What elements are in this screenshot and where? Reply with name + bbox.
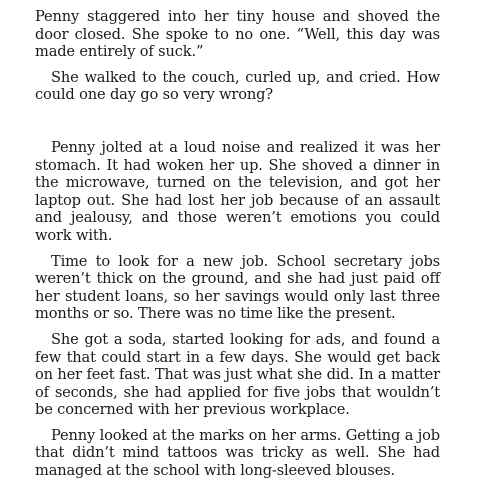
paragraph: Penny jolted at a loud noise and realized it was her stomach. It had woken her up. She shoved a dinner in the microwave, turned on the television, and got her laptop out. She had lost her job because of an assault and jealousy, and those weren’t emotions you could work with.: [35, 138, 440, 244]
paragraph: Penny staggered into her tiny house and shoved the door closed. She spoke to no one. “Well, this day was made entirely of suck.”: [35, 8, 440, 61]
paragraph: Penny looked at the marks on her arms. Getting a job that didn’t mind tattoos was tricky as well. She had managed at the school with long-sleeved blouses.: [35, 426, 440, 480]
document-page: [35, 8, 440, 488]
paragraph: She walked to the couch, curled up, and cried. How could one day go so very wrong?: [35, 68, 440, 104]
paragraph: She got a soda, started looking for ads, and found a few that could start in a few days. She would get back on her feet fast. That was just what she did. In a matter of seconds, she had applied for five jobs that wouldn’t be concerned with her previous workplace.: [35, 330, 440, 419]
scene-break: [35, 112, 440, 139]
paragraph: Time to look for a new job. School secretary jobs weren’t thick on the ground, and she had just paid off her student loans, so her savings would only last three months or so. There was no time like the present.: [35, 252, 440, 323]
